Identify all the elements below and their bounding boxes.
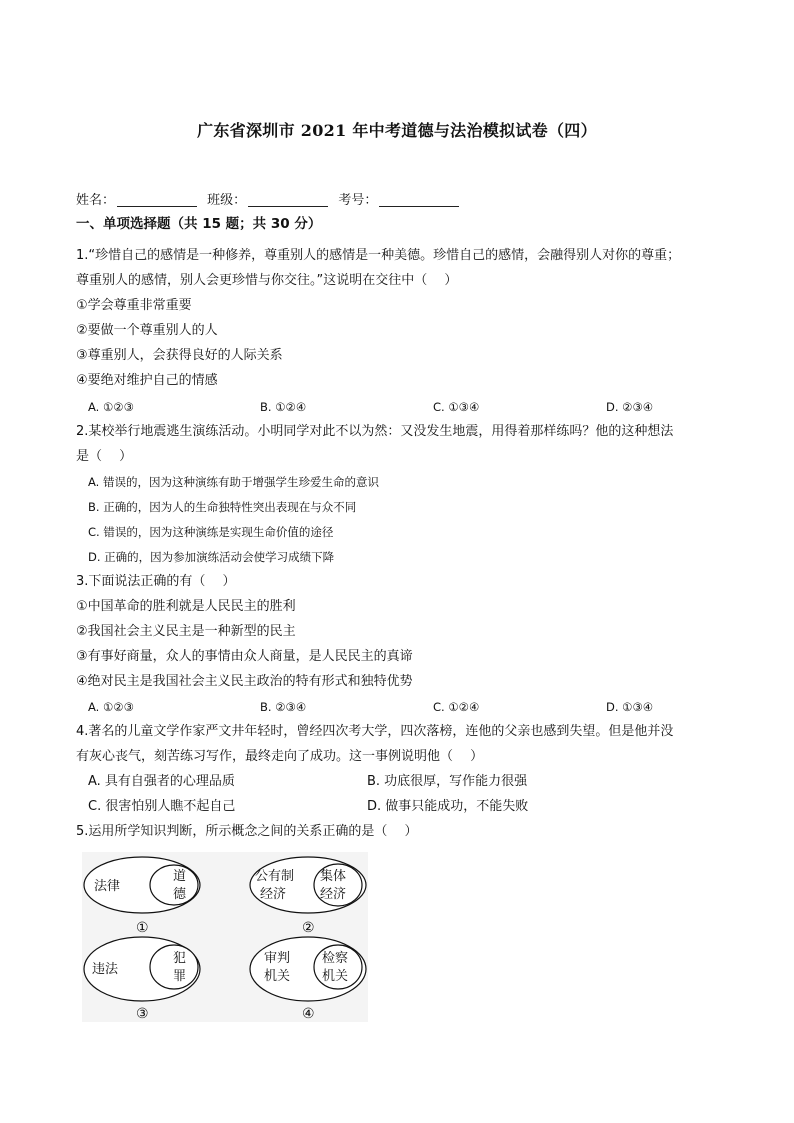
page-title: 广东省深圳市 2021 年中考道德与法治模拟试卷（四）	[197, 121, 597, 140]
q3-item-2: ②我国社会主义民主是一种新型的民主	[76, 624, 296, 639]
q3-option-c[interactable]: C. ①②④	[433, 700, 480, 714]
class-blank[interactable]	[248, 192, 328, 207]
q1-option-d[interactable]: D. ②③④	[606, 400, 654, 414]
q1-item-1: ①学会尊重非常重要	[76, 298, 192, 313]
exam-no-blank[interactable]	[379, 192, 459, 207]
diagram-1-inner-line1: 道	[173, 869, 187, 884]
q1-option-c[interactable]: C. ①③④	[433, 400, 480, 414]
diagram-2-number: ②	[302, 920, 315, 936]
q3-option-b[interactable]: B. ②③④	[260, 700, 307, 714]
diagram-3-number: ③	[136, 1006, 149, 1022]
q1-item-3: ③尊重别人，会获得良好的人际关系	[76, 348, 283, 363]
exam-no-label: 考号：	[338, 193, 378, 208]
diagram-4-number: ④	[302, 1006, 315, 1022]
q5-stem: 5.运用所学知识判断，所示概念之间的关系正确的是（ ）	[76, 824, 418, 839]
q1-stem-line2: 尊重别人的感情，别人会更珍惜与你交往。”这说明在交往中（ ）	[76, 273, 458, 288]
q4-stem-line1: 4.著名的儿童文学作家严文井年轻时，曾经四次考大学，四次落榜，连他的父亲也感到失望。但是他并没	[76, 724, 674, 739]
diagram-3	[84, 937, 200, 1022]
q3-stem: 3.下面说法正确的有（ ）	[76, 574, 236, 589]
q4-stem-line2: 有灰心丧气，刻苦练习写作，最终走向了成功。这一事例说明他（ ）	[76, 749, 484, 764]
diagram-2	[250, 857, 366, 936]
section-heading: 一、单项选择题（共 15 题；共 30 分）	[76, 216, 322, 232]
q2-option-a[interactable]: A. 错误的，因为这种演练有助于增强学生珍爱生命的意识	[88, 475, 379, 489]
class-label: 班级：	[207, 193, 247, 208]
q2-stem-line1: 2.某校举行地震逃生演练活动。小明同学对此不以为然：又没发生地震，用得着那样练吗？他的这种想法	[76, 424, 674, 439]
q3-item-1: ①中国革命的胜利就是人民民主的胜利	[76, 599, 296, 614]
diagram-3-inner-line2: 罪	[173, 969, 187, 984]
q4-option-c[interactable]: C. 很害怕别人瞧不起自己	[88, 799, 236, 814]
q1-item-4: ④要绝对维护自己的情感	[76, 373, 218, 388]
name-label: 姓名：	[76, 193, 116, 208]
q1-option-b[interactable]: B. ①②④	[260, 400, 307, 414]
diagram-1-inner-line2: 德	[173, 887, 187, 902]
q1-item-2: ②要做一个尊重别人的人	[76, 323, 218, 338]
q3-item-4: ④绝对民主是我国社会主义民主政治的特有形式和独特优势	[76, 674, 413, 689]
diagram-2-inner-line1: 集体	[320, 869, 347, 884]
diagram-2-inner-line2: 经济	[320, 887, 347, 902]
q2-option-b[interactable]: B. 正确的，因为人的生命独特性突出表现在与众不同	[88, 500, 357, 514]
diagram-4	[250, 937, 366, 1022]
q4-option-a[interactable]: A. 具有自强者的心理品质	[88, 774, 235, 789]
student-info-row	[76, 191, 726, 211]
diagram-1	[84, 857, 200, 936]
q1-option-a[interactable]: A. ①②③	[88, 400, 134, 414]
diagram-4-outer-line1: 审判	[264, 951, 291, 966]
q2-stem-line2: 是（ ）	[76, 449, 133, 464]
q2-option-c[interactable]: C. 错误的，因为这种演练是实现生命价值的途径	[88, 525, 334, 539]
diagram-4-outer-line2: 机关	[264, 969, 291, 984]
q4-option-d[interactable]: D. 做事只能成功，不能失败	[367, 799, 529, 814]
name-blank[interactable]	[117, 192, 197, 207]
diagram-2-outer-line2: 经济	[260, 887, 287, 902]
diagram-3-inner-line1: 犯	[173, 951, 187, 966]
diagram-2-outer-line1: 公有制	[255, 869, 295, 884]
diagram-4-inner-line1: 检察	[322, 951, 349, 966]
q1-stem-line1: 1.“珍惜自己的感情是一种修养，尊重别人的感情是一种美德。珍惜自己的感情，会融得别人对你的尊重；	[76, 248, 681, 263]
concept-diagrams-svg	[82, 852, 368, 1022]
q2-option-d[interactable]: D. 正确的，因为参加演练活动会使学习成绩下降	[88, 550, 335, 564]
q4-option-b[interactable]: B. 功底很厚，写作能力很强	[367, 774, 528, 789]
q3-option-d[interactable]: D. ①③④	[606, 700, 654, 714]
q3-option-a[interactable]: A. ①②③	[88, 700, 134, 714]
diagram-1-number: ①	[136, 920, 149, 936]
q3-item-3: ③有事好商量，众人的事情由众人商量，是人民民主的真谛	[76, 649, 413, 664]
diagram-1-outer-label: 法律	[94, 879, 121, 894]
diagram-4-inner-line2: 机关	[322, 969, 349, 984]
concept-relation-figure	[82, 852, 368, 1022]
diagram-3-outer-label: 违法	[92, 962, 119, 977]
